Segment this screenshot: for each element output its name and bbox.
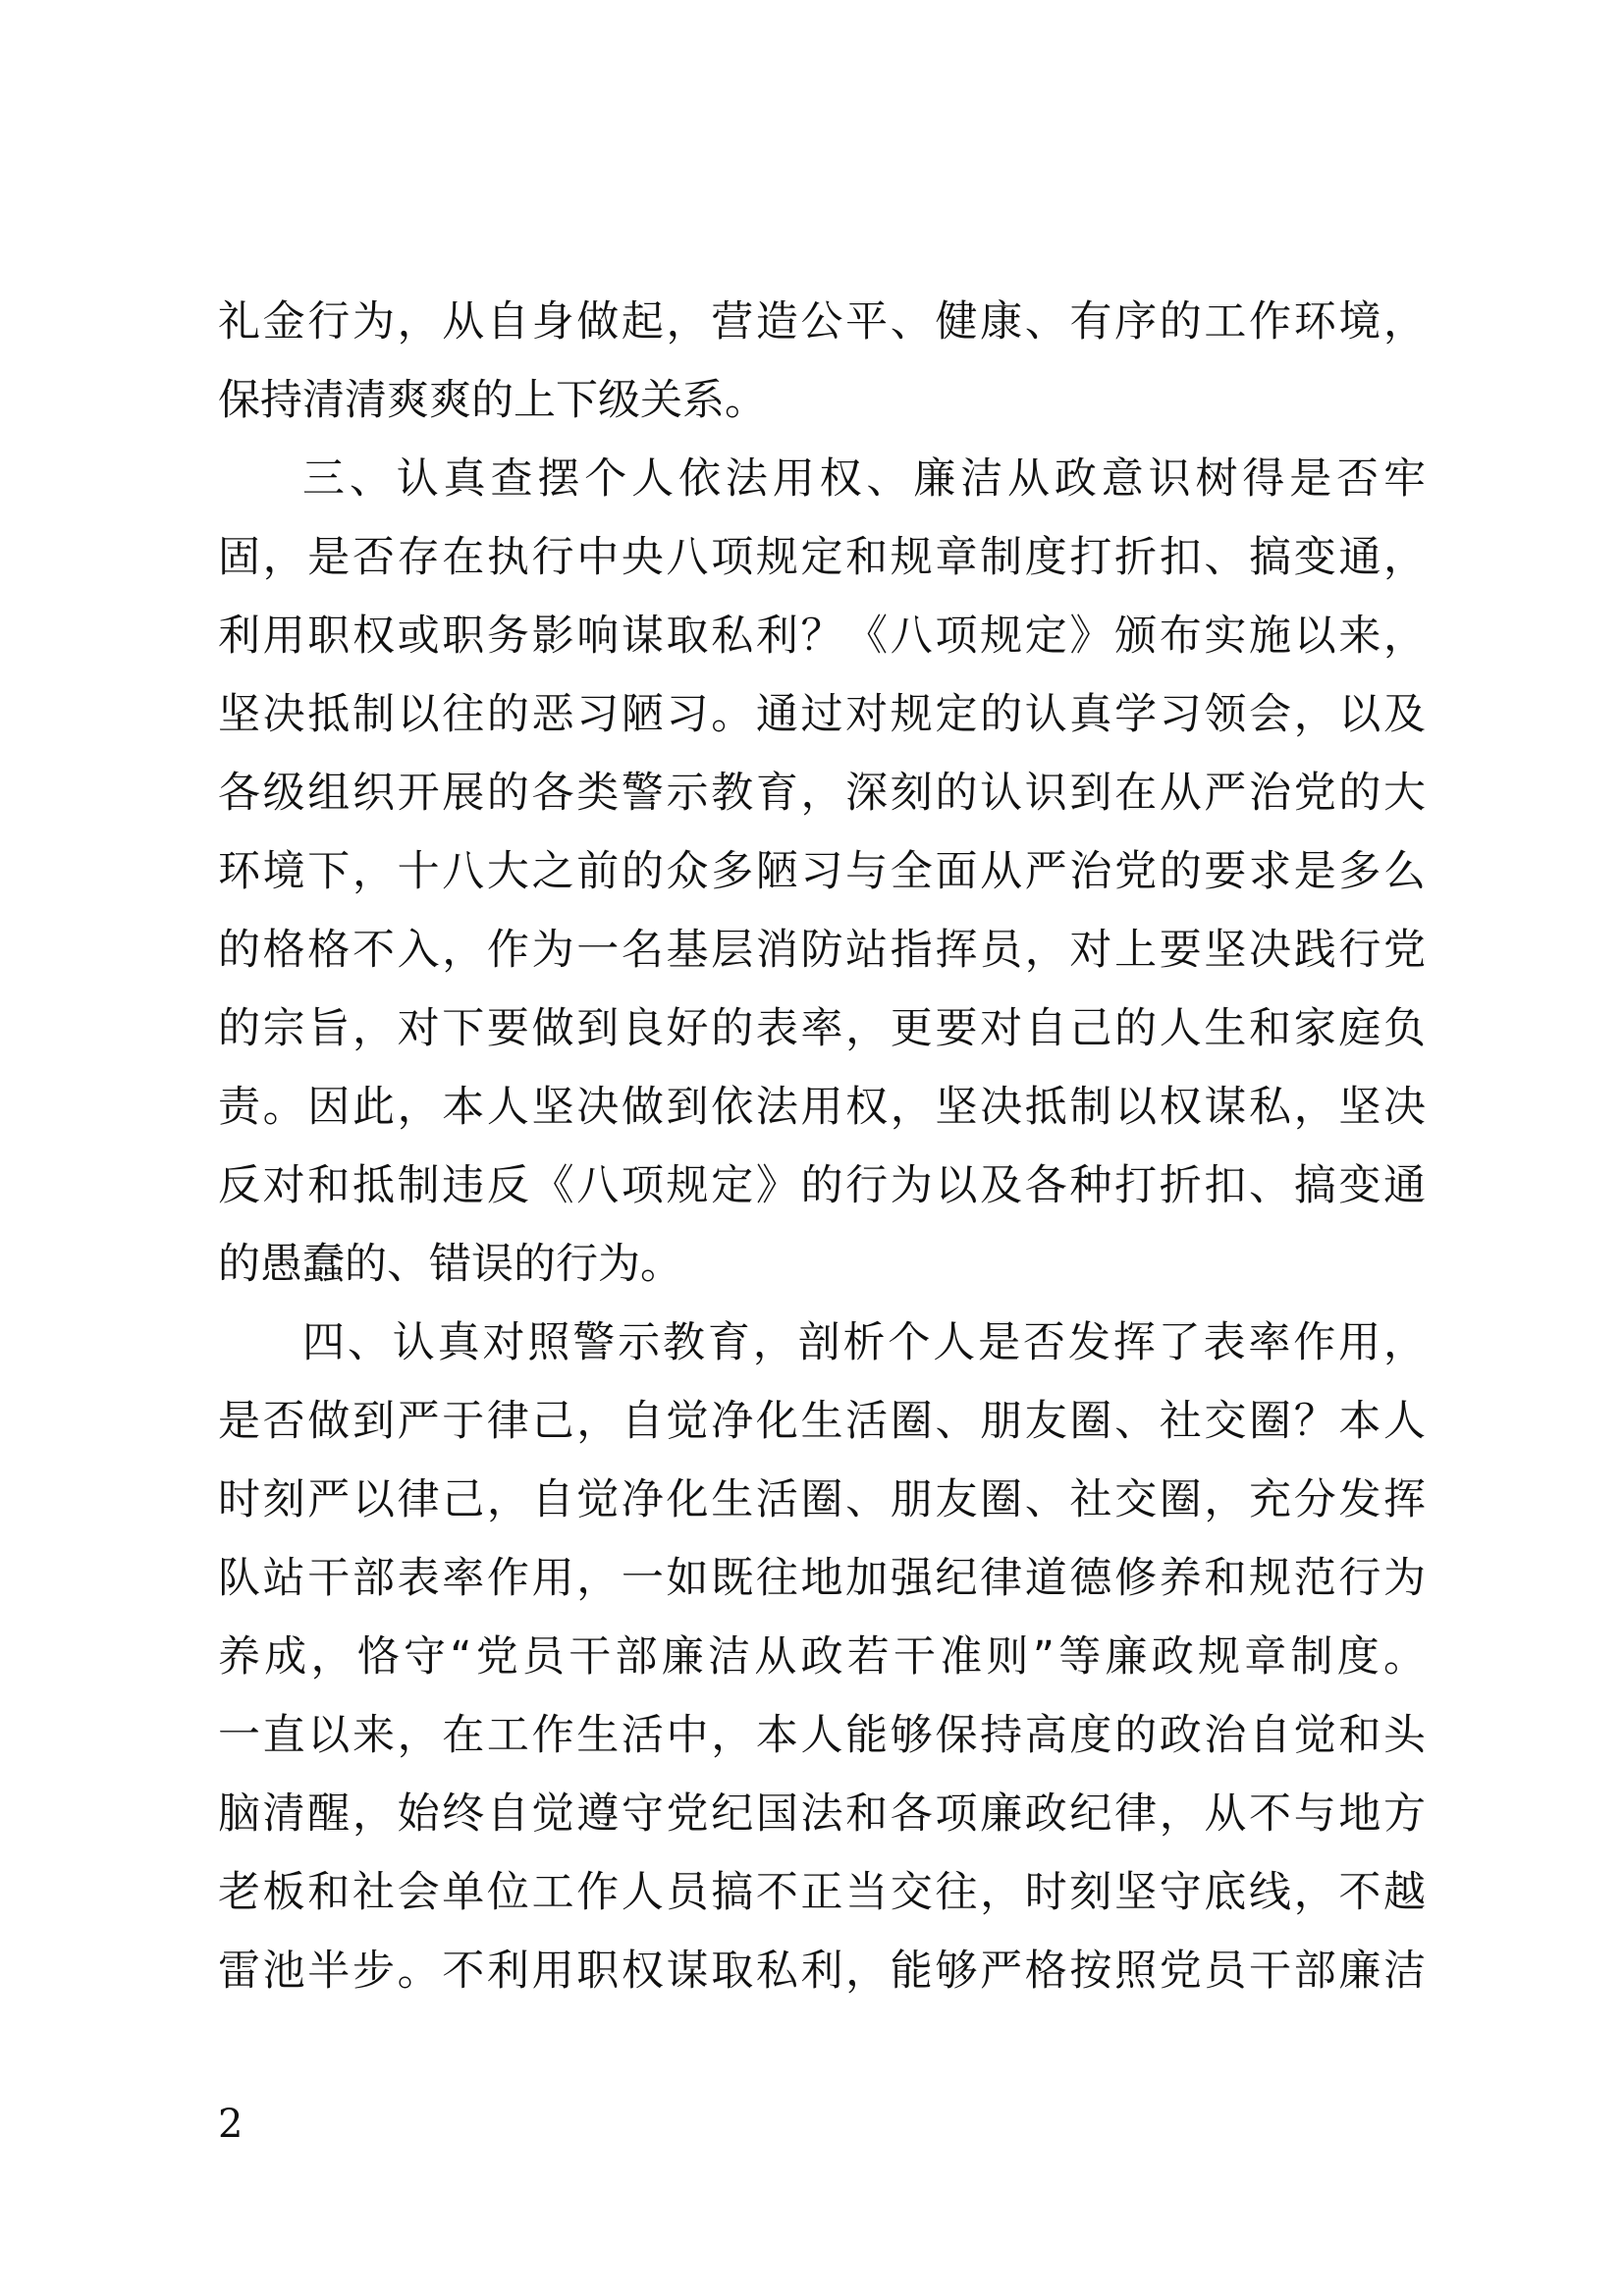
text-line: 雷池半步。不利用职权谋取私利，能够严格按照党员干部廉洁 <box>218 1947 1426 1996</box>
text-line: 时刻严以律己，自觉净化生活圈、朋友圈、社交圈，充分发挥 <box>218 1475 1426 1524</box>
text-line: 脑清醒，始终自觉遵守党纪国法和各项廉政纪律，从不与地方 <box>218 1789 1426 1839</box>
paragraph-section-four <box>218 1304 1426 2010</box>
text-line: 老板和社会单位工作人员搞不正当交往，时刻坚守底线，不越 <box>218 1868 1426 1917</box>
text-line: 环境下，十八大之前的众多陋习与全面从严治党的要求是多么 <box>218 847 1426 896</box>
text-line: 礼金行为，从自身做起，营造公平、健康、有序的工作环境， <box>218 297 1426 347</box>
text-line: 是否做到严于律己，自觉净化生活圈、朋友圈、社交圈？本人 <box>218 1397 1426 1446</box>
text-line: 反对和抵制违反《八项规定》的行为以及各种打折扣、搞变通 <box>218 1161 1426 1210</box>
text-line: 一直以来，在工作生活中，本人能够保持高度的政治自觉和头 <box>218 1711 1426 1760</box>
text-line: 各级组织开展的各类警示教育，深刻的认识到在从严治党的大 <box>218 769 1426 818</box>
text-line: 养成，恪守“党员干部廉洁从政若干准则”等廉政规章制度。 <box>218 1632 1426 1682</box>
text-line: 固，是否存在执行中央八项规定和规章制度打折扣、搞变通， <box>218 533 1426 582</box>
text-line: 保持清清爽爽的上下级关系。 <box>218 376 767 425</box>
paragraph-gift-money <box>218 283 1426 440</box>
text-line: 的宗旨，对下要做到良好的表率，更要对自己的人生和家庭负 <box>218 1004 1426 1053</box>
document-body <box>218 283 1426 2010</box>
text-line: 坚决抵制以往的恶习陋习。通过对规定的认真学习领会，以及 <box>218 690 1426 739</box>
text-line: 责。因此，本人坚决做到依法用权，坚决抵制以权谋私，坚决 <box>218 1083 1426 1132</box>
text-line: 三、认真查摆个人依法用权、廉洁从政意识树得是否牢 <box>302 454 1426 504</box>
text-line: 四、认真对照警示教育，剖析个人是否发挥了表率作用， <box>302 1318 1426 1367</box>
page-number: 2 <box>218 2102 244 2147</box>
text-line: 的愚蠢的、错误的行为。 <box>218 1240 682 1289</box>
paragraph-section-three <box>218 440 1426 1304</box>
text-line: 的格格不入，作为一名基层消防站指挥员，对上要坚决践行党 <box>218 926 1426 975</box>
text-line: 利用职权或职务影响谋取私利？《八项规定》颁布实施以来， <box>218 612 1426 661</box>
text-line: 队站干部表率作用，一如既往地加强纪律道德修养和规范行为 <box>218 1554 1426 1603</box>
